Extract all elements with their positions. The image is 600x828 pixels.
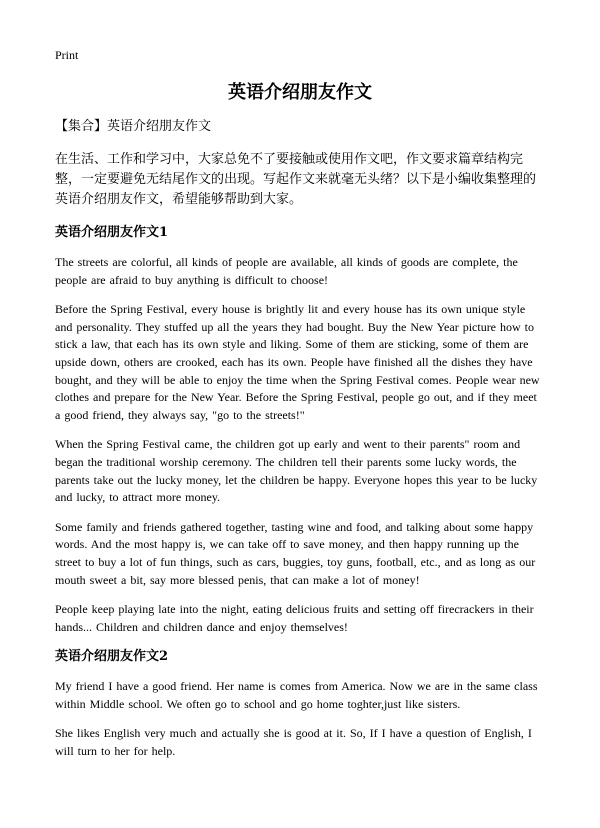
print-link[interactable]: Print <box>55 48 79 62</box>
intro-paragraph: 在生活、工作和学习中，大家总免不了要接触或使用作文吧，作文要求篇章结构完整，一定要避免无结尾作文的出现。写起作文来就毫无头绪？以下是小编收集整理的英语介绍朋友作文，希望能够帮助到大家。 <box>55 152 537 207</box>
essay-paragraph: When the Spring Festival came, the children got up early and went to their parents" room and began the traditional worship ceremony. The children tell their parents some lucky words, the parents take out the lucky money, let the children be happy. Everyone hopes this year to be lucky and lucky, to attract more money. <box>55 437 538 505</box>
document-title: 英语介绍朋友作文 <box>228 82 372 103</box>
section-heading: 英语介绍朋友作文2 <box>55 649 169 665</box>
document-body <box>55 118 545 773</box>
essay-paragraph: My friend I have a good friend. Her name is comes from America. Now we are in the same class within Middle school. We often go to school and go home toghter,just like sisters. <box>55 679 538 711</box>
essay-paragraph: People keep playing late into the night, eating delicious fruits and setting off firecrackers in their hands... Children and children dance and enjoy themselves! <box>55 602 534 634</box>
essay-paragraph: The streets are colorful, all kinds of people are available, all kinds of goods are complete, the people are afraid to buy anything is difficult to choose! <box>55 255 518 287</box>
essay-paragraph: Before the Spring Festival, every house is brightly lit and every house has its own unique style and personality. They stuffed up all the years they had bought. Buy the New Year picture how to stick a law, that each has its own style and liking. Some of them are sticking, some of them are upside down, others are crooked, each has its own. People have finished all the dishes they have bought, and they will be able to enjoy the time when the Spring Festival comes. People wear new clothes and prepare for the New Year. Before the Spring Festival, people go out, and if they meet a good friend, they always say, "go to the streets!" <box>55 302 540 422</box>
section-heading: 英语介绍朋友作文1 <box>55 225 169 240</box>
essay-section-1 <box>55 224 545 636</box>
essay-section-2 <box>55 648 545 760</box>
essay-paragraph: Some family and friends gathered together, tasting wine and food, and talking about some happy words. And the most happy is, we can take off to save money, and then happy running up the street to buy a lot of fun things, such as cars, buggies, toy guns, football, etc., and as long as our mouth sweet a bit, say more blessed penis, that can make a lot of money! <box>55 519 536 587</box>
collection-line: 【集合】英语介绍朋友作文 <box>55 119 212 134</box>
essay-paragraph: She likes English very much and actually she is good at it. So, If I have a question of English, I will turn to her for help. <box>55 726 532 759</box>
